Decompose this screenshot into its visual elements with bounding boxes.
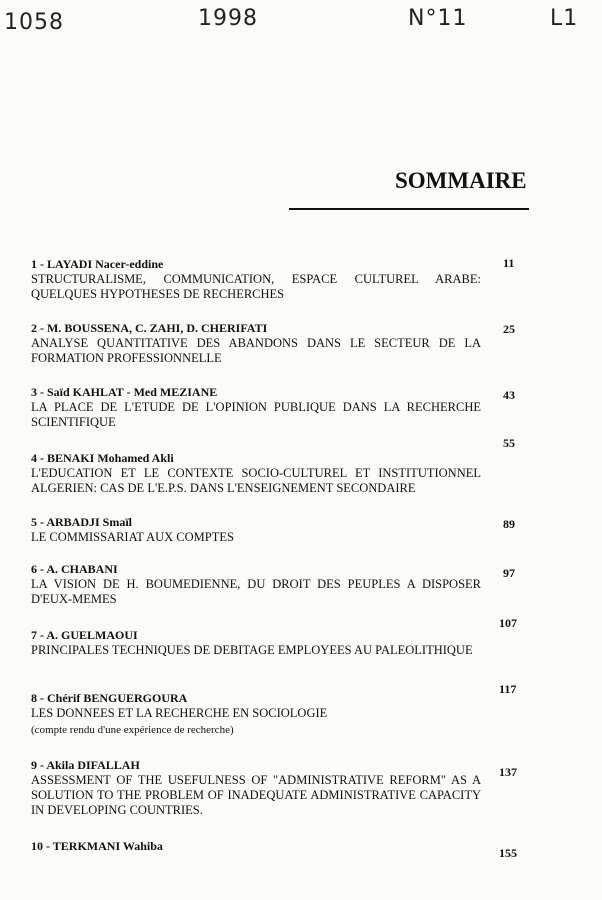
entry-page-2: 25	[503, 322, 515, 336]
entry-author: 4 - BENAKI Mohamed Akli	[31, 451, 174, 465]
toc-entry-6	[31, 561, 481, 607]
toc-entry-3	[31, 384, 481, 430]
entry-title: L'EDUCATION ET LE CONTEXTE SOCIO-CULTUREL ET INSTITUTIONNEL ALGERIEN: CAS DE L'E.P.S. DANS L'ENSEIGNEMENT SECONDAIRE	[31, 466, 481, 495]
entry-note: (compte rendu d'une expérience de recherche)	[31, 724, 234, 736]
entry-author: 9 - Akila DIFALLAH	[31, 758, 140, 772]
entry-page-9: 137	[499, 765, 517, 779]
entry-page-10: 155	[499, 846, 517, 860]
toc-entry-5	[31, 514, 481, 545]
toc-entry-2	[31, 320, 481, 366]
toc-entry-7	[31, 627, 481, 658]
entry-title: LE COMMISSARIAT AUX COMPTES	[31, 530, 234, 544]
toc-entry-8	[31, 690, 481, 738]
toc-entry-1	[31, 256, 481, 302]
entry-author: 3 - Saïd KAHLAT - Med MEZIANE	[31, 385, 218, 399]
toc-entry-4	[31, 450, 481, 496]
toc-entry-9	[31, 757, 481, 818]
entry-title: LES DONNEES ET LA RECHERCHE EN SOCIOLOGIE	[31, 706, 328, 720]
handwritten-issue-number: N°11	[408, 6, 468, 31]
entry-author: 2 - M. BOUSSENA, C. ZAHI, D. CHERIFATI	[31, 321, 268, 335]
entry-page-1: 11	[503, 256, 515, 270]
entry-author: 1 - LAYADI Nacer-eddine	[31, 257, 164, 271]
entry-title: STRUCTURALISME, COMMUNICATION, ESPACE CULTUREL ARABE: QUELQUES HYPOTHESES DE RECHERCHES	[31, 272, 481, 301]
entry-title: LA PLACE DE L'ETUDE DE L'OPINION PUBLIQUE DANS LA RECHERCHE SCIENTIFIQUE	[31, 400, 481, 429]
entry-title: LA VISION DE H. BOUMEDIENNE, DU DROIT DES PEUPLES A DISPOSER D'EUX-MEMES	[31, 577, 481, 606]
handwritten-year: 1998	[198, 6, 258, 31]
entry-author: 8 - Chérif BENGUERGOURA	[31, 691, 188, 705]
entry-author: 5 - ARBADJI Smaïl	[31, 515, 133, 529]
entry-author: 10 - TERKMANI Wahiba	[31, 839, 163, 853]
entry-page-3: 43	[503, 388, 515, 402]
entry-title: ANALYSE QUANTITATIVE DES ABANDONS DANS LE SECTEUR DE LA FORMATION PROFESSIONNELLE	[31, 336, 481, 365]
entry-author: 7 - A. GUELMAOUI	[31, 628, 138, 642]
entry-author: 6 - A. CHABANI	[31, 562, 118, 576]
handwritten-mark: L1	[550, 6, 579, 31]
handwritten-number-1058: 1058	[4, 10, 64, 35]
entry-title: ASSESSMENT OF THE USEFULNESS OF "ADMINISTRATIVE REFORM" AS A SOLUTION TO THE PROBLEM OF INADEQUATE ADMINISTRATIVE CAPACITY IN DEVELOPING COUNTRIES.	[31, 773, 481, 817]
entry-page-8: 117	[499, 682, 517, 696]
title-underline	[289, 208, 529, 210]
entry-title: PRINCIPALES TECHNIQUES DE DEBITAGE EMPLOYEES AU PALEOLITHIQUE	[31, 643, 473, 657]
entry-page-5: 89	[503, 517, 515, 531]
entry-page-7: 107	[499, 616, 517, 630]
entry-page-6: 97	[503, 566, 515, 580]
entry-page-4: 55	[503, 436, 515, 450]
page-title: SOMMAIRE	[395, 168, 527, 193]
toc-entry-10	[31, 838, 481, 854]
